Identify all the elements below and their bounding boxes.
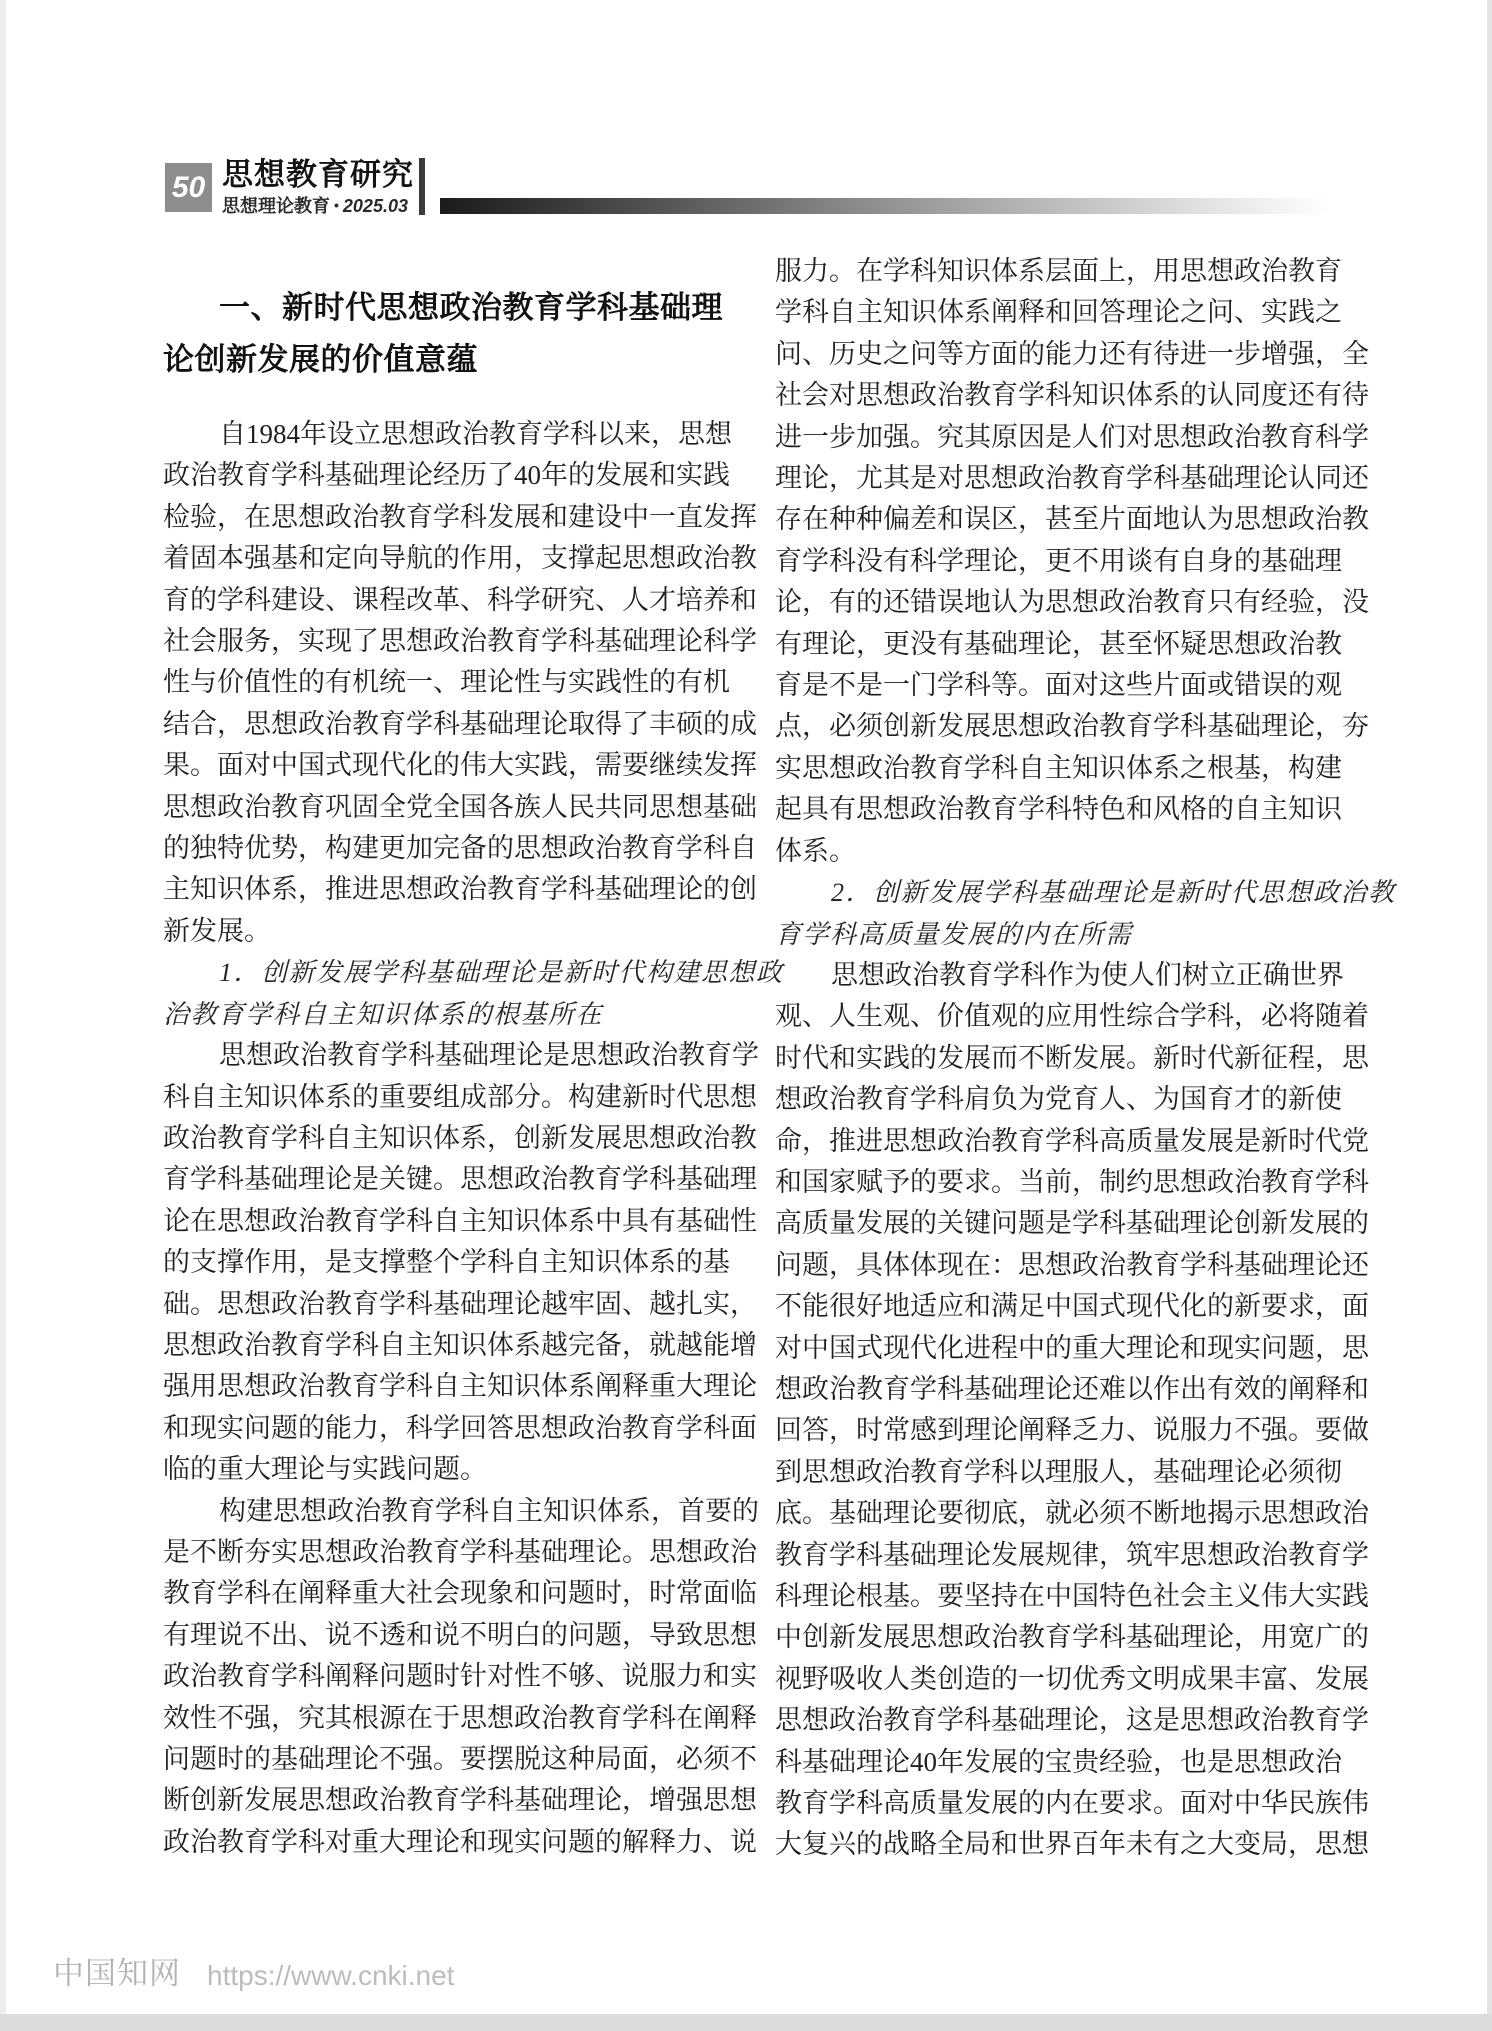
- heading-block: [163, 282, 725, 386]
- body-text-line: 础。思想政治教育学科基础理论越牢固、越扎实，: [163, 1288, 757, 1319]
- body-text-line: 育学科基础理论是关键。思想政治教育学科基础理: [163, 1164, 757, 1195]
- body-text-line: 进一步加强。究其原因是人们对思想政治教育科学: [775, 421, 1369, 452]
- body-text-line: 思想政治教育巩固全党全国各族人民共同思想基础: [163, 791, 757, 822]
- body-text-line: 育是不是一门学科等。面对这些片面或错误的观: [775, 670, 1342, 701]
- body-text-line: 有理说不出、说不透和说不明白的问题，导致思想: [163, 1619, 757, 1650]
- body-text-line: 点，必须创新发展思想政治教育学科基础理论，夯: [775, 711, 1369, 742]
- paragraph-block: [163, 1491, 759, 1864]
- body-text-line: 思想政治教育学科基础理论，这是思想政治教育学: [775, 1705, 1369, 1736]
- cnki-watermark: 中国知网: [53, 1956, 181, 1991]
- body-text-line: 起具有思想政治教育学科特色和风格的自主知识: [775, 794, 1342, 825]
- body-text-line: 教育学科基础理论发展规律，筑牢思想政治教育学: [775, 1539, 1369, 1570]
- body-text-line: 命，推进思想政治教育学科高质量发展是新时代党: [775, 1125, 1369, 1156]
- paragraph-block: [775, 251, 1369, 872]
- body-text-line: 思想政治教育学科自主知识体系越完备，就越能增: [163, 1329, 757, 1360]
- body-text-line: 对中国式现代化进程中的重大理论和现实问题，思: [775, 1332, 1369, 1363]
- body-text-line: 高质量发展的关键问题是学科基础理论创新发展的: [775, 1208, 1369, 1239]
- subheading-block: [163, 952, 784, 1035]
- body-text-line: 着固本强基和定向导航的作用，支撑起思想政治教: [163, 543, 757, 574]
- body-text-line: 主知识体系，推进思想政治教育学科基础理论的创: [163, 874, 757, 905]
- body-text-line: 实思想政治教育学科自主知识体系之根基，构建: [775, 752, 1342, 783]
- subheading-line: 治教育学科自主知识体系的根基所在: [163, 999, 604, 1029]
- body-text-line: 到思想政治教育学科以理服人，基础理论必须彻: [775, 1456, 1342, 1487]
- journal-subtitle: [222, 194, 408, 217]
- journal-issue: 2025.03: [342, 196, 408, 216]
- body-text-line: 结合，思想政治教育学科基础理论取得了丰硕的成: [163, 708, 757, 739]
- body-text-line: 断创新发展思想政治教育学科基础理论，增强思想: [163, 1785, 757, 1816]
- paragraph-block: [163, 414, 757, 952]
- body-text-line: 的独特优势，构建更加完备的思想政治教育学科自: [163, 833, 757, 864]
- body-text-line: 教育学科在阐释重大社会现象和问题时，时常面临: [163, 1578, 757, 1609]
- scan-edge-left: [0, 0, 6, 2031]
- subtitle-separator-dot: •: [334, 197, 339, 213]
- body-text-line: 大复兴的战略全局和世界百年未有之大变局，思想: [775, 1829, 1369, 1860]
- body-text-line: 视野吸收人类创造的一切优秀文明成果丰富、发展: [775, 1663, 1369, 1694]
- body-text-line: 不能很好地适应和满足中国式现代化的新要求，面: [775, 1291, 1369, 1322]
- body-text-line: 临的重大理论与实践问题。: [163, 1454, 487, 1485]
- page-number-badge: 50: [165, 163, 212, 212]
- paragraph-block: [775, 955, 1369, 1866]
- subheading-line: 2．创新发展学科基础理论是新时代思想政治教: [831, 878, 1396, 908]
- body-text-line: 存在种种偏差和误区，甚至片面地认为思想政治教: [775, 504, 1369, 535]
- body-text-line: 问题，具体体现在：思想政治教育学科基础理论还: [775, 1249, 1369, 1280]
- body-text-line: 育学科没有科学理论，更不用谈有自身的基础理: [775, 545, 1342, 576]
- body-text-line: 政治教育学科阐释问题时针对性不够、说服力和实: [163, 1661, 757, 1692]
- body-text-line: 政治教育学科自主知识体系，创新发展思想政治教: [163, 1122, 757, 1153]
- body-text-line: 社会服务，实现了思想政治教育学科基础理论科学: [163, 626, 757, 657]
- body-text-line: 想政治教育学科基础理论还难以作出有效的阐释和: [775, 1373, 1369, 1404]
- body-text-line: 科自主知识体系的重要组成部分。构建新时代思想: [163, 1081, 757, 1112]
- header-gradient-bar: [440, 198, 1330, 214]
- subheading-block: [775, 872, 1396, 955]
- cnki-url: https://www.cnki.net: [207, 1960, 455, 1991]
- body-text-line: 回答，时常感到理论阐释乏力、说服力不强。要做: [775, 1415, 1369, 1446]
- body-text-line: 思想政治教育学科作为使人们树立正确世界: [831, 959, 1344, 990]
- body-text-line: 有理论，更没有基础理论，甚至怀疑思想政治教: [775, 628, 1342, 659]
- subheading-line: 育学科高质量发展的内在所需: [775, 919, 1133, 949]
- section-heading-line: 一、新时代思想政治教育学科基础理: [219, 290, 723, 325]
- body-text-line: 教育学科高质量发展的内在要求。面对中华民族伟: [775, 1788, 1369, 1819]
- body-text-line: 性与价值性的有机统一、理论性与实践性的有机: [163, 667, 730, 698]
- body-text-line: 观、人生观、价值观的应用性综合学科，必将随着: [775, 1001, 1369, 1032]
- body-text-line: 论在思想政治教育学科自主知识体系中具有基础性: [163, 1205, 757, 1236]
- header-vertical-rule: [419, 158, 425, 215]
- body-text-line: 效性不强，究其根源在于思想政治教育学科在阐释: [163, 1702, 757, 1733]
- body-text-line: 论，有的还错误地认为思想政治教育只有经验，没: [775, 587, 1369, 618]
- right-text-column: [775, 251, 1396, 1866]
- body-text-line: 的支撑作用，是支撑整个学科自主知识体系的基: [163, 1247, 730, 1278]
- scan-edge-bottom: [0, 2014, 1492, 2031]
- body-text-line: 思想政治教育学科基础理论是思想政治教育学: [219, 1040, 759, 1071]
- body-text-line: 检验，在思想政治教育学科发展和建设中一直发挥: [163, 501, 757, 532]
- body-text-line: 构建思想政治教育学科自主知识体系，首要的: [219, 1495, 759, 1526]
- subheading-line: 1．创新发展学科基础理论是新时代构建思想政: [219, 958, 784, 988]
- body-text-line: 新发展。: [163, 915, 271, 946]
- section-heading-line: 论创新发展的价值意蕴: [163, 342, 478, 377]
- body-text-line: 底。基础理论要彻底，就必须不断地揭示思想政治: [775, 1498, 1369, 1529]
- paragraph-block: [163, 1035, 759, 1490]
- body-text-line: 政治教育学科基础理论经历了40年的发展和实践: [163, 460, 730, 491]
- body-text-line: 服力。在学科知识体系层面上，用思想政治教育: [775, 256, 1342, 286]
- body-text-line: 育的学科建设、课程改革、科学研究、人才培养和: [163, 584, 757, 615]
- body-text-line: 科理论根基。要坚持在中国特色社会主义伟大实践: [775, 1581, 1369, 1611]
- body-text-line: 中创新发展思想政治教育学科基础理论，用宽广的: [775, 1622, 1369, 1653]
- body-text-line: 时代和实践的发展而不断发展。新时代新征程，思: [775, 1042, 1369, 1073]
- body-text-line: 果。面对中国式现代化的伟大实践，需要继续发挥: [163, 750, 757, 781]
- body-text-line: 理论，尤其是对思想政治教育学科基础理论认同还: [775, 463, 1369, 494]
- journal-subtitle-text: 思想理论教育: [222, 196, 330, 216]
- body-text-line: 体系。: [775, 835, 856, 866]
- body-text-line: 和现实问题的能力，科学回答思想政治教育学科面: [163, 1412, 757, 1443]
- body-text-line: 问、历史之问等方面的能力还有待进一步增强，全: [775, 338, 1369, 369]
- body-text-line: 强用思想政治教育学科自主知识体系阐释重大理论: [163, 1371, 757, 1402]
- body-text-line: 社会对思想政治教育学科知识体系的认同度还有待: [775, 380, 1369, 411]
- journal-title: 思想教育研究: [222, 157, 414, 192]
- body-text-line: 问题时的基础理论不强。要摆脱这种局面，必须不: [163, 1744, 757, 1774]
- body-text-line: 是不断夯实思想政治教育学科基础理论。思想政治: [163, 1536, 757, 1567]
- body-text-line: 政治教育学科对重大理论和现实问题的解释力、说: [163, 1826, 757, 1857]
- body-text-line: 和国家赋予的要求。当前，制约思想政治教育学科: [775, 1166, 1369, 1197]
- body-text-line: 自1984年设立思想政治教育学科以来，思想: [219, 419, 732, 449]
- left-text-column: [163, 282, 784, 1863]
- body-text-line: 想政治教育学科肩负为党育人、为国育才的新使: [775, 1084, 1342, 1115]
- scan-edge-right: [1487, 0, 1492, 2031]
- body-text-line: 科基础理论40年发展的宝贵经验，也是思想政治: [775, 1746, 1342, 1777]
- body-text-line: 学科自主知识体系阐释和回答理论之问、实践之: [775, 297, 1342, 328]
